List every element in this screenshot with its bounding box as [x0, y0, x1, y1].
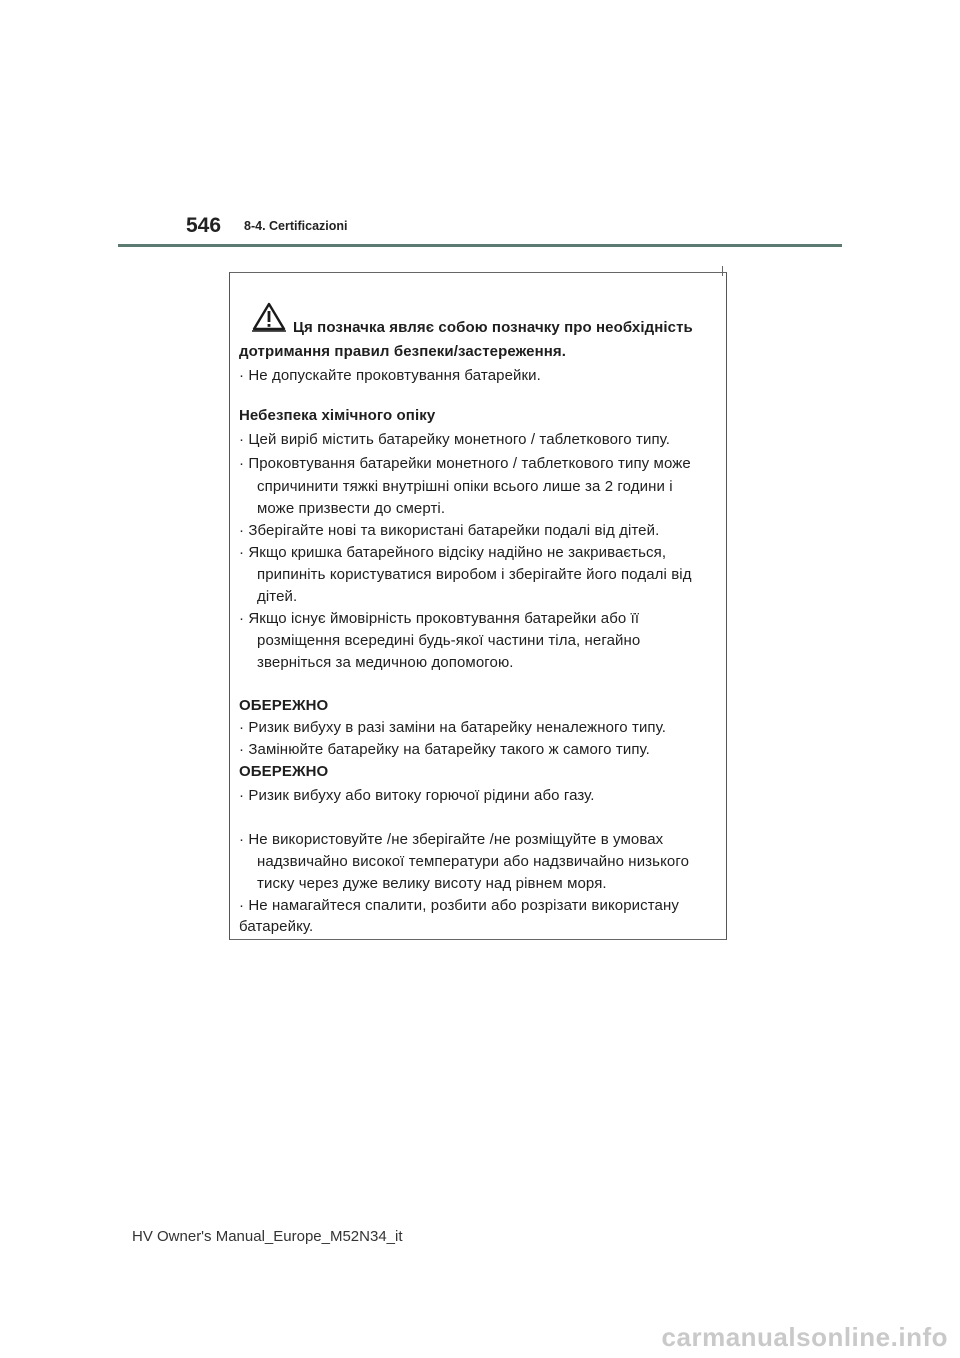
- caution-line: · Ризик вибуху або витоку горючої рідини або газу.: [239, 787, 595, 804]
- danger-line: розміщення всередині будь-якої частини тіла, негайно: [257, 632, 641, 649]
- page-number: 546: [186, 214, 222, 237]
- caution-title: ОБЕРЕЖНО: [239, 697, 329, 714]
- final-line: надзвичайно високої температури або надзвичайно низького: [257, 853, 690, 870]
- danger-line: · Цей виріб містить батарейку монетного / таблеткового типу.: [239, 431, 671, 448]
- danger-line: дітей.: [257, 588, 298, 605]
- intro-bullet: · Не допускайте проковтування батарейки.: [239, 367, 541, 384]
- danger-line: · Якщо кришка батарейного відсіку надійно не закривається,: [239, 544, 667, 561]
- final-line: · Не намагайтеся спалити, розбити або розрізати використану: [239, 897, 679, 914]
- danger-line: · Якщо існує ймовірність проковтування батарейки або її: [239, 610, 640, 627]
- box-corner-mark: [722, 266, 723, 276]
- caution-line: · Ризик вибуху в разі заміни на батарейку неналежного типу.: [239, 719, 667, 736]
- caution-line: · Замінюйте батарейку на батарейку такого ж самого типу.: [239, 741, 650, 758]
- footer-manual-name: HV Owner's Manual_Europe_M52N34_it: [132, 1228, 403, 1245]
- danger-line: зверніться за медичною допомогою.: [257, 654, 514, 671]
- danger-line: · Проковтування батарейки монетного / таблеткового типу може: [239, 455, 691, 472]
- final-line: тиску через дуже велику висоту над рівнем моря.: [257, 875, 607, 892]
- caution-title: ОБЕРЕЖНО: [239, 763, 329, 780]
- intro-line: дотримання правил безпеки/застереження.: [239, 343, 567, 360]
- final-line: батарейку.: [239, 918, 314, 935]
- danger-line: припиніть користуватися виробом і зберігайте його подалі від: [257, 566, 692, 583]
- danger-line: спричинити тяжкі внутрішні опіки всього лише за 2 години і: [257, 478, 673, 495]
- danger-line: може призвести до смерті.: [257, 500, 446, 517]
- final-line: · Не використовуйте /не зберігайте /не розміщуйте в умовах: [239, 831, 664, 848]
- header-rule: [118, 244, 842, 247]
- danger-line: · Зберігайте нові та використані батарейки подалі від дітей.: [239, 522, 660, 539]
- intro-line: Ця позначка являє собою позначку про необхідність: [293, 319, 693, 336]
- warning-triangle-icon: [252, 302, 286, 332]
- watermark: carmanualsonline.info: [661, 1322, 948, 1352]
- section-title: 8-4. Certificazioni: [244, 219, 348, 233]
- danger-title: Небезпека хімічного опіку: [239, 407, 436, 424]
